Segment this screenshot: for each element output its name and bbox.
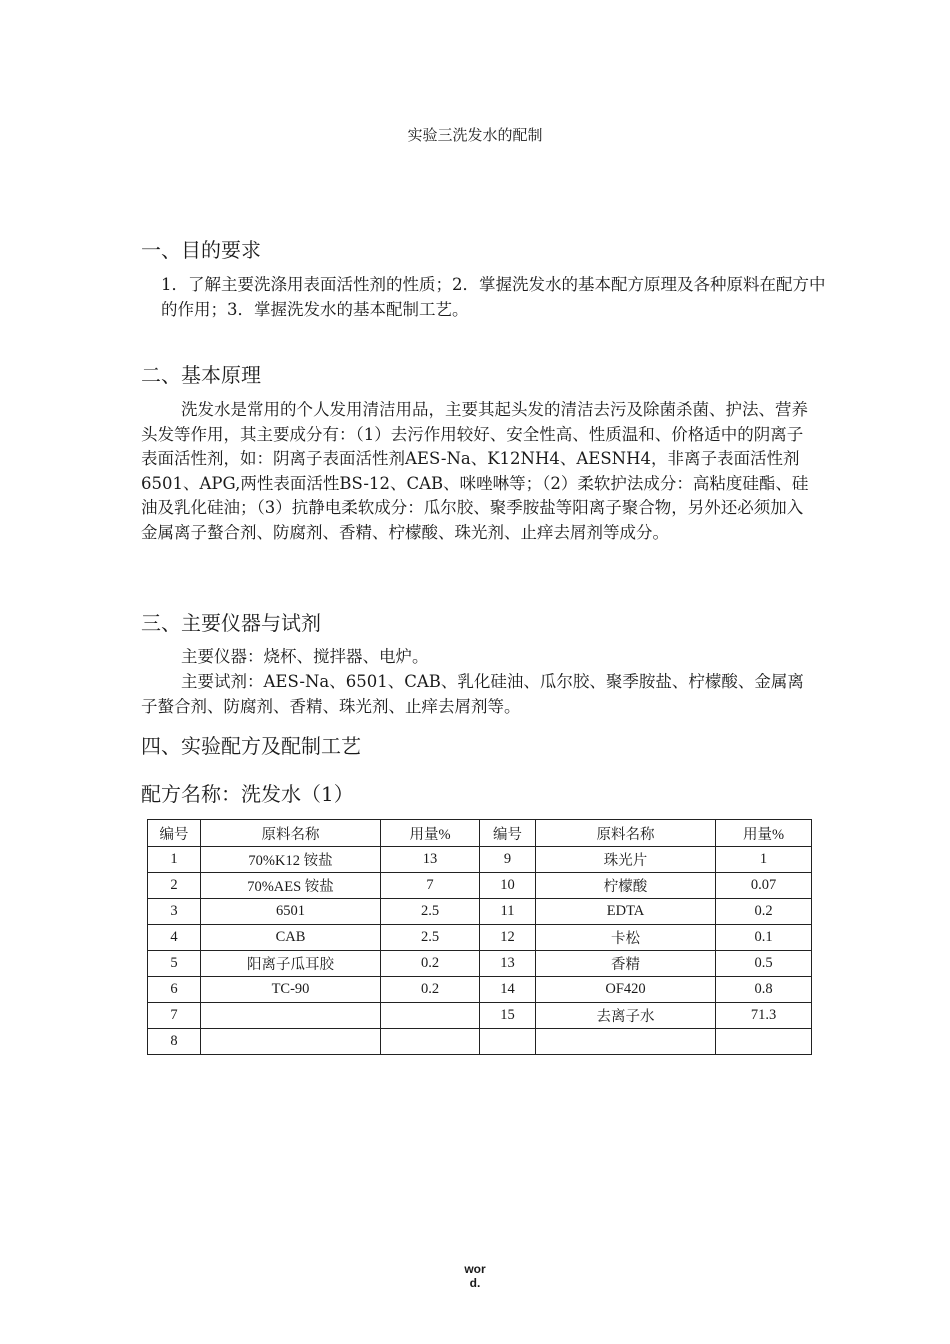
table-cell: 8 — [148, 1029, 201, 1055]
table-cell: 5 — [148, 951, 201, 977]
table-cell: 71.3 — [716, 1003, 812, 1029]
formula-table — [147, 819, 812, 1055]
section-heading-materials: 三、主要仪器与试剂 — [141, 611, 321, 635]
header-material-right: 原料名称 — [536, 820, 716, 847]
section-heading-principles: 二、基本原理 — [141, 363, 261, 387]
footer-line-2: d. — [469, 1276, 481, 1290]
table-cell: 9 — [480, 847, 536, 873]
table-cell: 0.2 — [381, 951, 480, 977]
table-cell: 1 — [716, 847, 812, 873]
section-heading-objectives: 一、目的要求 — [141, 238, 261, 262]
table-row — [148, 977, 812, 1003]
table-cell: 10 — [480, 873, 536, 899]
table-cell: 2.5 — [381, 899, 480, 925]
header-amount-right: 用量% — [716, 820, 812, 847]
formula-name: 配方名称：洗发水（1） — [141, 782, 354, 806]
table-cell: 1 — [148, 847, 201, 873]
table-cell: 0.2 — [381, 977, 480, 1003]
table-cell: 13 — [381, 847, 480, 873]
table-cell — [716, 1029, 812, 1055]
table-cell: 6501 — [201, 899, 381, 925]
table-cell: EDTA — [536, 899, 716, 925]
table-cell — [480, 1029, 536, 1055]
header-no-right: 编号 — [480, 820, 536, 847]
table-row — [148, 925, 812, 951]
table-cell: 珠光片 — [536, 847, 716, 873]
table-cell: 0.07 — [716, 873, 812, 899]
table-header-row — [148, 820, 812, 847]
table-cell: 柠檬酸 — [536, 873, 716, 899]
table-row — [148, 1029, 812, 1055]
table-cell: 6 — [148, 977, 201, 1003]
instruments-paragraph: 主要仪器：烧杯、搅拌器、电炉。 — [181, 647, 429, 666]
table-cell: CAB — [201, 925, 381, 951]
page-footer — [0, 1262, 950, 1290]
principles-paragraph: 洗发水是常用的个人发用清洁用品，主要其起头发的清洁去污及除菌杀菌、护法、营养头发等作用，其主要成分有：（1）去污作用较好、安全性高、性质温和、价格适中的阴离子表面活性剂，如：阴离子表面活性剂AES-Na、K12NH4、AESNH4，非离子表面活性剂6501、APG,两性表面活性BS-12、CAB、咪唑啉等；（2）柔软护法成分：高粘度硅酯、硅油及乳化硅油；（3）抗静电柔软成分：瓜尔胶、聚季胺盐等阳离子聚合物，另外还必须加入金属离子螯合剂、防腐剂、香精、柠檬酸、珠光剂、止痒去屑剂等成分。 — [141, 400, 809, 542]
table-row — [148, 899, 812, 925]
table-cell — [381, 1003, 480, 1029]
table-cell: OF420 — [536, 977, 716, 1003]
header-no-left: 编号 — [148, 820, 201, 847]
table-cell: 13 — [480, 951, 536, 977]
reagents-paragraph: 主要试剂：AES-Na、6501、CAB、乳化硅油、瓜尔胶、聚季胺盐、柠檬酸、金属离子螯合剂、防腐剂、香精、珠光剂、止痒去屑剂等。 — [141, 672, 804, 716]
header-material-left: 原料名称 — [201, 820, 381, 847]
table-cell — [536, 1029, 716, 1055]
document-title: 实验三洗发水的配制 — [407, 126, 543, 144]
table-cell: 0.1 — [716, 925, 812, 951]
table-cell: 阳离子瓜耳胶 — [201, 951, 381, 977]
table-cell: 3 — [148, 899, 201, 925]
table-cell: TC-90 — [201, 977, 381, 1003]
table-cell: 7 — [381, 873, 480, 899]
section-heading-formula: 四、实验配方及配制工艺 — [141, 734, 361, 758]
table-cell: 去离子水 — [536, 1003, 716, 1029]
table-cell: 14 — [480, 977, 536, 1003]
table-cell: 0.5 — [716, 951, 812, 977]
table-cell: 4 — [148, 925, 201, 951]
table-cell: 12 — [480, 925, 536, 951]
table-cell — [201, 1029, 381, 1055]
table-cell: 卡松 — [536, 925, 716, 951]
table-cell: 0.8 — [716, 977, 812, 1003]
footer-line-1: wor — [464, 1262, 486, 1276]
objectives-paragraph: 1．了解主要洗涤用表面活性剂的性质；2．掌握洗发水的基本配方原理及各种原料在配方中的作用；3．掌握洗发水的基本配制工艺。 — [161, 275, 826, 319]
header-amount-left: 用量% — [381, 820, 480, 847]
table-row — [148, 951, 812, 977]
table-row — [148, 873, 812, 899]
table-cell — [201, 1003, 381, 1029]
table-cell: 0.2 — [716, 899, 812, 925]
table-cell: 香精 — [536, 951, 716, 977]
table-cell: 70%AES 铵盐 — [201, 873, 381, 899]
table-cell: 11 — [480, 899, 536, 925]
table-cell: 2.5 — [381, 925, 480, 951]
table-row — [148, 1003, 812, 1029]
table-cell: 70%K12 铵盐 — [201, 847, 381, 873]
table-cell: 15 — [480, 1003, 536, 1029]
table-row — [148, 847, 812, 873]
table-cell: 7 — [148, 1003, 201, 1029]
table-cell — [381, 1029, 480, 1055]
table-cell: 2 — [148, 873, 201, 899]
